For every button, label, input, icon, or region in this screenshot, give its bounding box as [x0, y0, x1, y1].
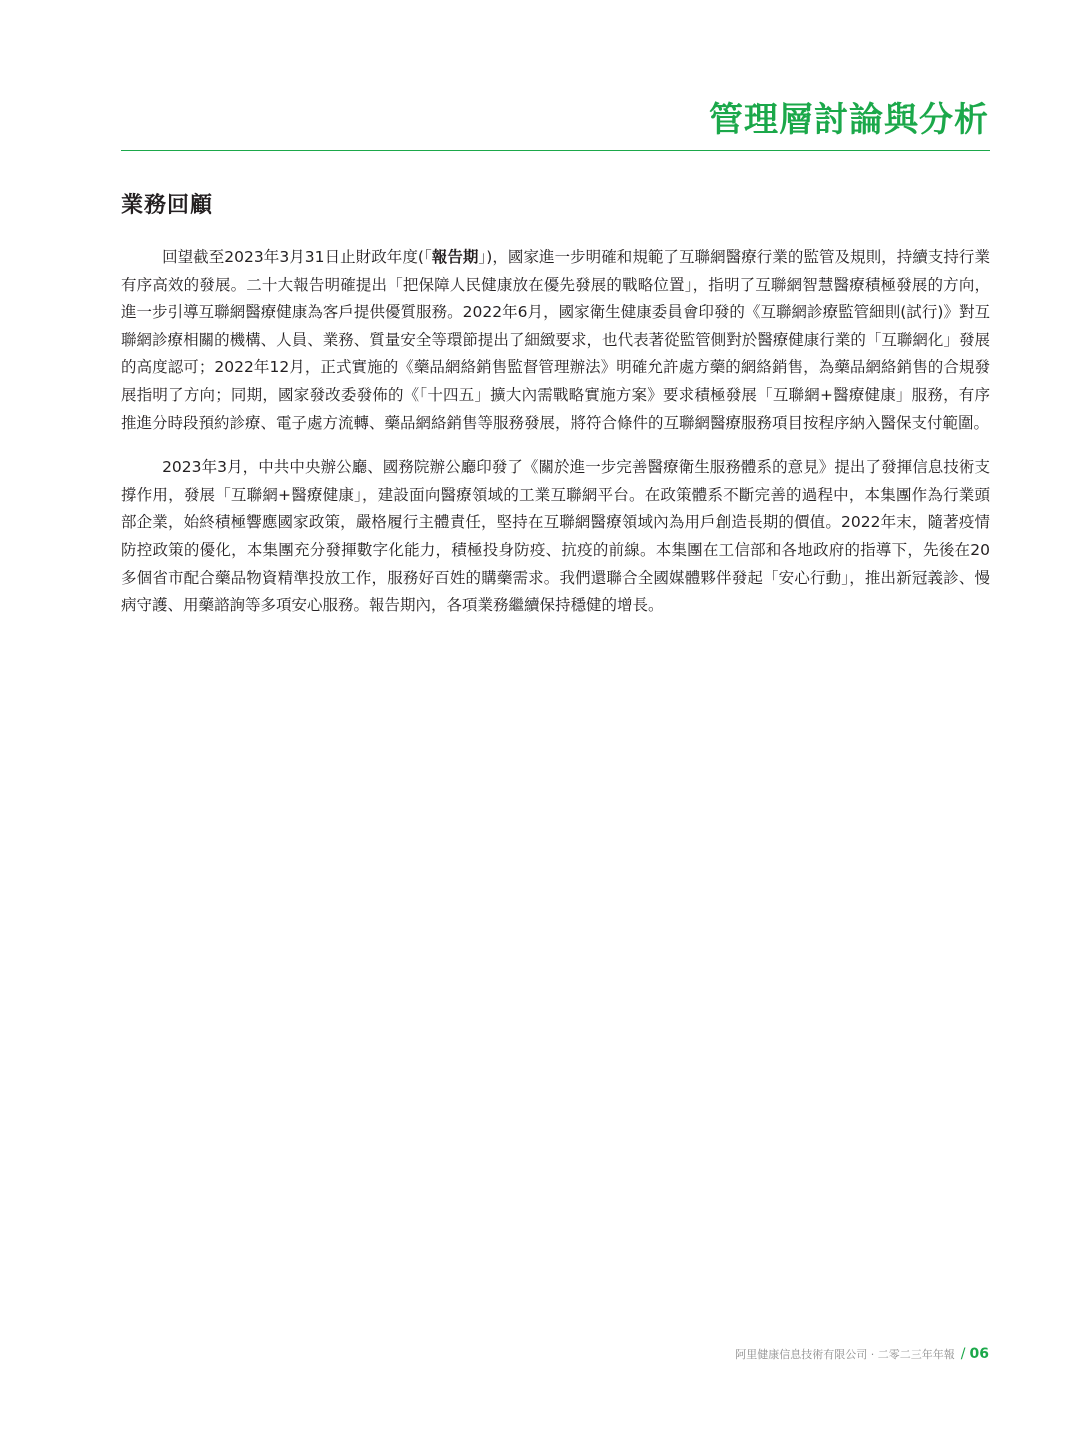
- page-title: 管理層討論與分析: [709, 100, 989, 140]
- footer-separator: /: [960, 1346, 966, 1362]
- paragraph-2: 2023年3月，中共中央辦公廳、國務院辦公廳印發了《關於進一步完善醫療衛生服務體系的意見》提出了發揮信息技術支撐作用，發展「互聯網+醫療健康」，建設面向醫療領域的工業互聯網平台。在政策體系不斷完善的過程中，本集團作為行業頭部企業，始終積極響應國家政策，嚴格履行主體責任，堅持在互聯網醫療領域內為用戶創造長期的價值。2022年末，隨著疫情防控政策的優化，本集團充分發揮數字化能力，積極投身防疫、抗疫的前線。本集團在工信部和各地政府的指導下，先後在20多個省市配合藥品物資精準投放工作，服務好百姓的購藥需求。我們還聯合全國媒體夥伴發起「安心行動」，推出新冠義診、慢病守護、用藥諮詢等多項安心服務。報告期內，各項業務繼續保持穩健的增長。: [121, 458, 990, 615]
- page-number: 06: [969, 1346, 989, 1362]
- section-heading: 業務回顧: [121, 193, 214, 218]
- footer-company: 阿里健康信息技術有限公司 · 二零二三年年報: [735, 1348, 955, 1361]
- body-text: [121, 244, 990, 637]
- paragraph-1-rest: 」)，國家進一步明確和規範了互聯網醫療行業的監管及規則，持續支持行業有序高效的發展。二十大報告明確提出「把保障人民健康放在優先發展的戰略位置」，指明了互聯網智慧醫療積極發展的方向，進一步引導互聯網醫療健康為客戶提供優質服務。2022年6月，國家衛生健康委員會印發的《互聯網診療監管細則(試行)》對互聯網診療相關的機構、人員、業務、質量安全等環節提出了細緻要求，也代表著從監管側對於醫療健康行業的「互聯網化」發展的高度認可；2022年12月，正式實施的《藥品網絡銷售監督管理辦法》明確允許處方藥的網絡銷售，為藥品網絡銷售的合規發展指明了方向；同期，國家發改委發佈的《「十四五」擴大內需戰略實施方案》要求積極發展「互聯網+醫療健康」服務，有序推進分時段預約診療、電子處方流轉、藥品網絡銷售等服務發展，將符合條件的互聯網醫療服務項目按程序納入醫保支付範圍。: [121, 248, 990, 432]
- paragraph-1-bold-term: 報告期: [431, 248, 479, 266]
- paragraph-1-lead: 回望截至2023年3月31日止財政年度(「: [162, 248, 432, 266]
- title-divider: [121, 150, 990, 151]
- page-footer: [735, 1346, 989, 1363]
- paragraph-1: [121, 244, 990, 437]
